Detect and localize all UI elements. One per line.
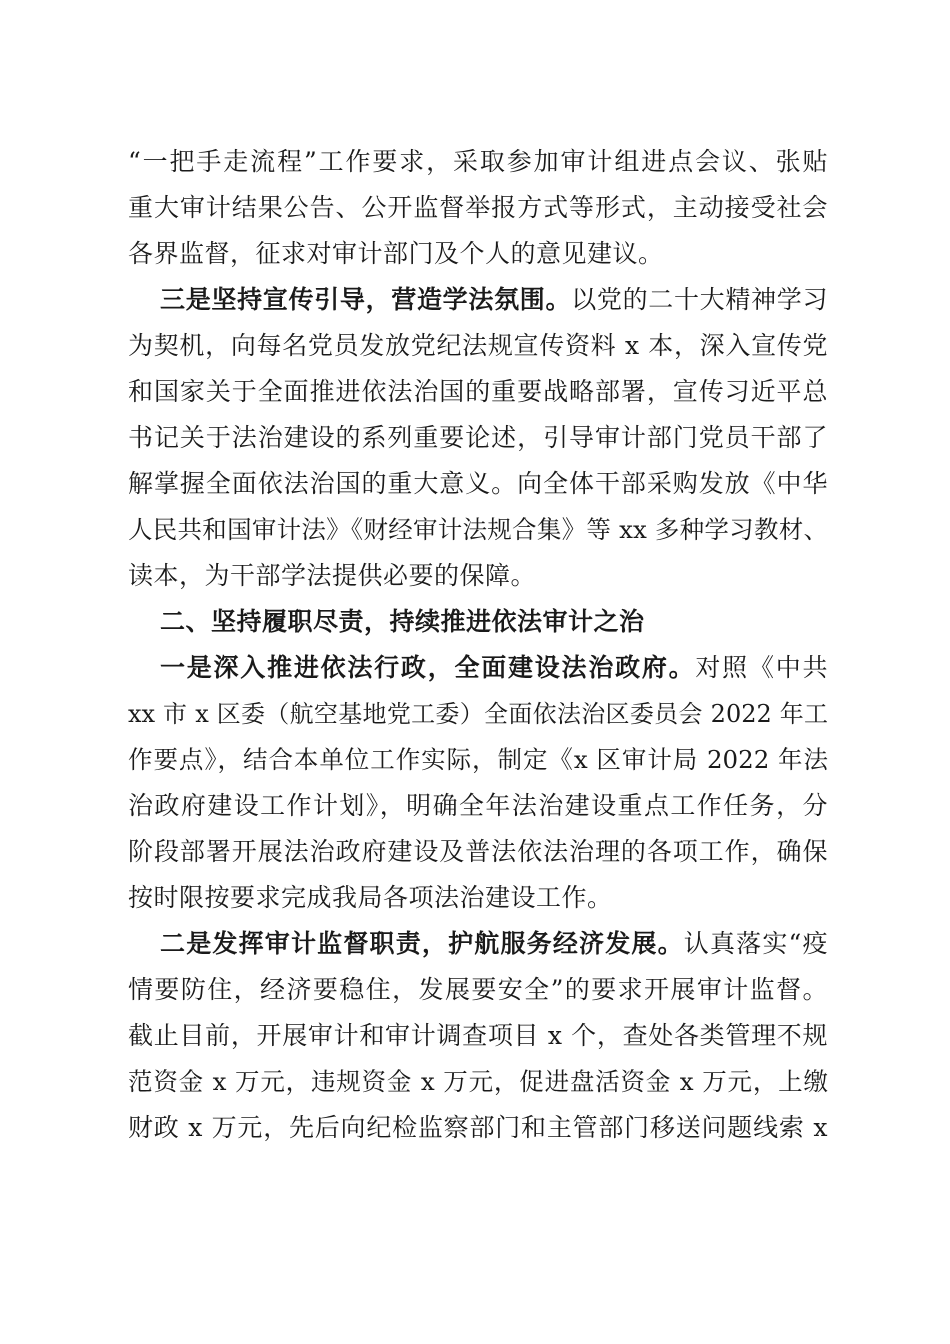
text-line: 按时限按要求完成我局各项法治建设工作。	[128, 883, 613, 912]
section-heading: 二、坚持履职尽责，持续推进依法审计之治	[160, 607, 645, 636]
paragraph-lead: 三是坚持宣传引导，营造学法氛围。	[160, 285, 572, 314]
text-line: 为契机，向每名党员发放党纪法规宣传资料 x 本，深入宣传党	[128, 331, 828, 360]
text-line: 阶段部署开展法治政府建设及普法依法治理的各项工作，确保	[128, 837, 828, 866]
paragraph-first-line	[160, 922, 828, 966]
text-line: 作要点》，结合本单位工作实际，制定《x 区审计局 2022 年法	[128, 745, 828, 774]
text-line: 书记关于法治建设的系列重要论述，引导审计部门党员干部了	[128, 423, 828, 452]
text-line: 读本，为干部学法提供必要的保障。	[128, 561, 537, 590]
text-line: 重大审计结果公告、公开监督举报方式等形式，主动接受社会	[128, 193, 828, 222]
paragraph-lead: 一是深入推进依法行政，全面建设法治政府。	[160, 653, 696, 682]
text-line: “一把手走流程”工作要求，采取参加审计组进点会议、张贴	[128, 147, 828, 176]
text-line: 范资金 x 万元，违规资金 x 万元，促进盘活资金 x 万元，上缴	[128, 1067, 828, 1096]
text-run: 认真落实“疫	[683, 929, 828, 958]
text-line: 截止目前，开展审计和审计调查项目 x 个，查处各类管理不规	[128, 1021, 828, 1050]
text-line: 财政 x 万元，先后向纪检监察部门和主管部门移送问题线索 x	[128, 1113, 828, 1142]
text-run: 以党的二十大精神学习	[571, 285, 828, 314]
text-line: 解掌握全面依法治国的重大意义。向全体干部采购发放《中华	[128, 469, 828, 498]
text-line: 治政府建设工作计划》，明确全年法治建设重点工作任务，分	[128, 791, 828, 820]
text-line: xx 市 x 区委（航空基地党工委）全面依法治区委员会 2022 年工	[128, 700, 828, 728]
text-line: 和国家关于全面推进依法治国的重要战略部署，宣传习近平总	[128, 377, 828, 406]
paragraph-first-line	[160, 646, 828, 690]
text-line: 人民共和国审计法》《财经审计法规合集》等 xx 多种学习教材、	[128, 515, 828, 544]
text-run: 对照《中共	[695, 653, 828, 682]
paragraph-first-line	[160, 278, 828, 322]
text-line: 情要防住，经济要稳住，发展要安全”的要求开展审计监督。	[128, 975, 828, 1004]
paragraph-lead: 二是发挥审计监督职责，护航服务经济发展。	[160, 929, 684, 958]
text-line: 各界监督，征求对审计部门及个人的意见建议。	[128, 239, 664, 268]
